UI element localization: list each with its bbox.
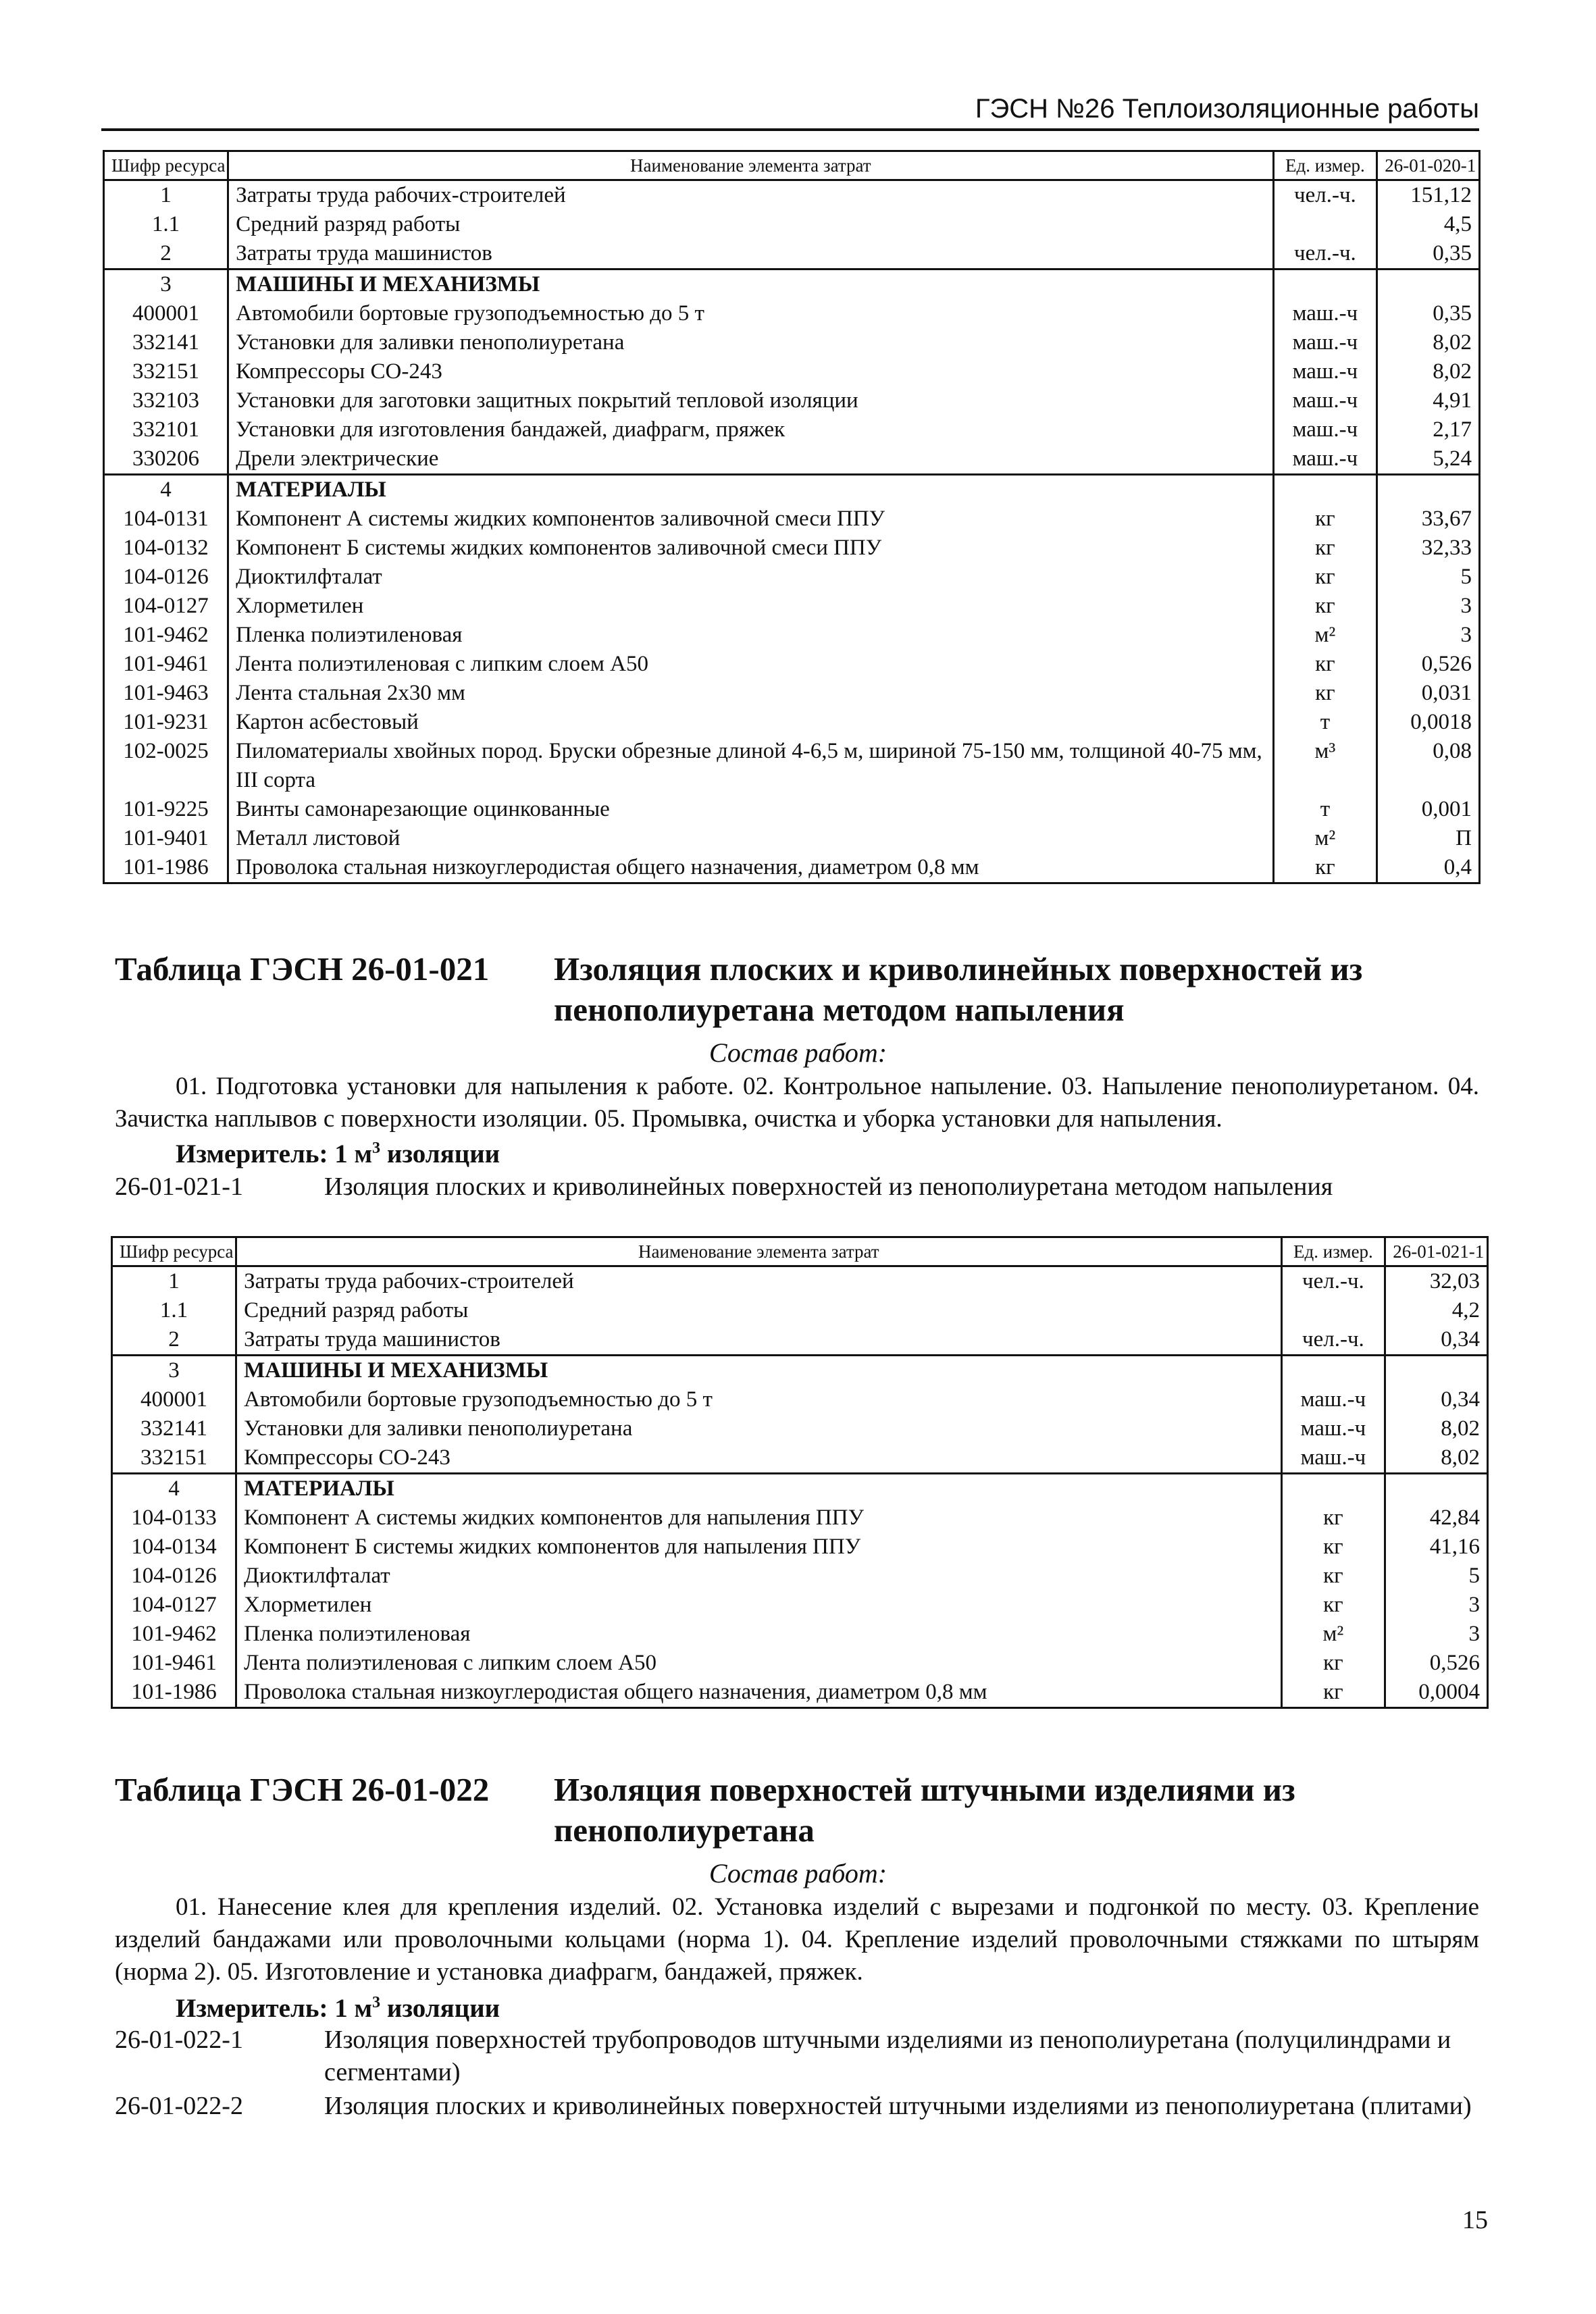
table-row: [112, 1620, 1488, 1649]
unit-cell: маш.-ч: [1273, 386, 1377, 415]
col-norm-header: 26-01-021-1: [1385, 1237, 1488, 1266]
code-cell: 1.1: [104, 210, 228, 239]
table-title: Изоляция поверхностей штучными изделиями из пенополиуретана: [554, 1771, 1295, 1849]
name-cell: Компрессоры СО-243: [228, 357, 1273, 386]
unit-cell: кг: [1281, 1649, 1385, 1678]
col-name-header: Наименование элемента затрат: [228, 151, 1273, 180]
name-cell: Компонент А системы жидких компонентов для напыления ППУ: [236, 1503, 1281, 1533]
code-cell: 104-0133: [112, 1503, 236, 1533]
table-row: [112, 1533, 1488, 1562]
composition-text: 01. Нанесение клея для крепления изделий. 02. Установка изделий с вырезами и подгонкой по месту. 03. Крепление изделий бандажами или проволочными кольцами (норма 1). 04. Крепление изделий проволочными стяжками по штырям (норма 2). 05. Изготовление и установка диафрагм, бандажей, пряжек.: [115, 1893, 1479, 1986]
table-label: Таблица ГЭСН 26-01-022: [115, 1771, 490, 1808]
composition-label: Состав работ:: [709, 1858, 887, 1888]
table-row: [112, 1591, 1488, 1620]
name-cell: Затраты труда машинистов: [236, 1325, 1281, 1356]
value-cell: 2,17: [1377, 415, 1480, 444]
unit-cell: кг: [1273, 650, 1377, 679]
code-cell: 104-0131: [104, 505, 228, 534]
table-row: [104, 210, 1480, 239]
code-cell: 101-1986: [112, 1678, 236, 1708]
value-cell: [1377, 475, 1480, 505]
code-cell: 104-0126: [104, 563, 228, 592]
code-cell: 102-0025: [104, 737, 228, 795]
name-cell: Проволока стальная низкоуглеродистая общего назначения, диаметром 0,8 мм: [236, 1678, 1281, 1708]
table-row: [112, 1443, 1488, 1474]
value-cell: 0,4: [1377, 853, 1480, 883]
value-cell: 0,34: [1385, 1325, 1488, 1356]
table-title: Изоляция плоских и криволинейных поверхностей из пенополиуретана методом напыления: [554, 950, 1363, 1028]
value-cell: 0,001: [1377, 795, 1480, 824]
page-number: 15: [1462, 2206, 1488, 2234]
name-cell: Лента полиэтиленовая с липким слоем А50: [236, 1649, 1281, 1678]
table-row: [104, 737, 1480, 795]
name-cell: Пиломатериалы хвойных пород. Бруски обрезные длиной 4-6,5 м, шириной 75-150 мм, толщиной 40-75 мм, III сорта: [228, 737, 1273, 795]
name-cell: Установки для изготовления бандажей, диафрагм, пряжек: [228, 415, 1273, 444]
table-row: [112, 1266, 1488, 1297]
unit-cell: маш.-ч: [1281, 1385, 1385, 1414]
name-cell: Металл листовой: [228, 824, 1273, 853]
unit-cell: кг: [1281, 1503, 1385, 1533]
unit-cell: кг: [1281, 1591, 1385, 1620]
name-cell: Компонент А системы жидких компонентов заливочной смеси ППУ: [228, 505, 1273, 534]
table-row: [112, 1503, 1488, 1533]
resource-table-020: [103, 150, 1481, 884]
composition-label: Состав работ:: [709, 1037, 887, 1068]
unit-cell: кг: [1281, 1678, 1385, 1708]
composition-text: 01. Подготовка установки для напыления к работе. 02. Контрольное напыление. 03. Напыление пенополиуретаном. 04. Зачистка наплывов с поверхности изоляции. 05. Промывка, очистка и уборка установки для напыления.: [115, 1073, 1479, 1133]
unit-cell: кг: [1273, 563, 1377, 592]
unit-cell: маш.-ч: [1273, 415, 1377, 444]
value-cell: 32,33: [1377, 534, 1480, 563]
unit-cell: чел.-ч.: [1281, 1266, 1385, 1297]
value-cell: 8,02: [1385, 1443, 1488, 1474]
table-row: [104, 475, 1480, 505]
unit-cell: м²: [1273, 824, 1377, 853]
value-cell: [1377, 269, 1480, 300]
unit-cell: маш.-ч: [1273, 328, 1377, 357]
unit-cell: м³: [1273, 737, 1377, 795]
name-cell: Лента полиэтиленовая с липким слоем А50: [228, 650, 1273, 679]
value-cell: 151,12: [1377, 180, 1480, 211]
norm-code: 26-01-022-2: [115, 2092, 243, 2120]
value-cell: 41,16: [1385, 1533, 1488, 1562]
name-cell: Установки для заготовки защитных покрытий тепловой изоляции: [228, 386, 1273, 415]
code-cell: 332103: [104, 386, 228, 415]
name-cell: МАШИНЫ И МЕХАНИЗМЫ: [236, 1356, 1281, 1386]
unit-cell: [1281, 1296, 1385, 1325]
code-cell: 101-9462: [112, 1620, 236, 1649]
code-cell: 104-0132: [104, 534, 228, 563]
name-cell: Картон асбестовый: [228, 708, 1273, 737]
code-cell: 4: [104, 475, 228, 505]
unit-cell: [1273, 269, 1377, 300]
code-cell: 101-9463: [104, 679, 228, 708]
table-header-row: [104, 151, 1480, 180]
value-cell: [1385, 1356, 1488, 1386]
unit-cell: кг: [1273, 534, 1377, 563]
col-unit-header: Ед. измер.: [1273, 151, 1377, 180]
meter: Измеритель: 1 $м^3$ изоляции: [176, 1993, 500, 2023]
unit-cell: чел.-ч.: [1273, 180, 1377, 211]
code-cell: 2: [112, 1325, 236, 1356]
name-cell: Затраты труда рабочих-строителей: [236, 1266, 1281, 1297]
name-cell: Пленка полиэтиленовая: [228, 621, 1273, 650]
code-cell: 400001: [112, 1385, 236, 1414]
name-cell: Компонент Б системы жидких компонентов заливочной смеси ППУ: [228, 534, 1273, 563]
unit-cell: чел.-ч.: [1281, 1325, 1385, 1356]
table-row: [104, 505, 1480, 534]
code-cell: 101-9462: [104, 621, 228, 650]
meter: Измеритель: 1 $м^3$ изоляции: [176, 1139, 500, 1168]
norm-code: 26-01-021-1: [115, 1173, 243, 1201]
name-cell: МАТЕРИАЛЫ: [228, 475, 1273, 505]
table-row: [104, 180, 1480, 211]
unit-cell: маш.-ч: [1273, 299, 1377, 328]
table-row: [104, 824, 1480, 853]
unit-cell: кг: [1273, 505, 1377, 534]
name-cell: Лента стальная 2х30 мм: [228, 679, 1273, 708]
name-cell: Средний разряд работы: [228, 210, 1273, 239]
name-cell: Компонент Б системы жидких компонентов для напыления ППУ: [236, 1533, 1281, 1562]
unit-cell: м²: [1281, 1620, 1385, 1649]
unit-cell: [1273, 475, 1377, 505]
table-row: [104, 269, 1480, 300]
code-cell: 3: [112, 1356, 236, 1386]
code-cell: 101-1986: [104, 853, 228, 883]
name-cell: МАТЕРИАЛЫ: [236, 1474, 1281, 1504]
name-cell: Автомобили бортовые грузоподъемностью до 5 т: [228, 299, 1273, 328]
table-row: [104, 621, 1480, 650]
table-row: [112, 1414, 1488, 1443]
code-cell: 332151: [104, 357, 228, 386]
unit-cell: кг: [1281, 1562, 1385, 1591]
table-row: [104, 328, 1480, 357]
name-cell: Установки для заливки пенополиуретана: [236, 1414, 1281, 1443]
table-row: [112, 1474, 1488, 1504]
unit-cell: т: [1273, 795, 1377, 824]
value-cell: 3: [1385, 1620, 1488, 1649]
table-row: [104, 239, 1480, 269]
code-cell: 104-0127: [112, 1591, 236, 1620]
table-row: [112, 1325, 1488, 1356]
name-cell: Хлорметилен: [228, 592, 1273, 621]
unit-cell: маш.-ч: [1273, 444, 1377, 475]
code-cell: 332141: [104, 328, 228, 357]
unit-cell: чел.-ч.: [1273, 239, 1377, 269]
value-cell: 0,031: [1377, 679, 1480, 708]
value-cell: 0,34: [1385, 1385, 1488, 1414]
table-row: [112, 1385, 1488, 1414]
value-cell: 5: [1377, 563, 1480, 592]
unit-cell: кг: [1273, 592, 1377, 621]
code-cell: 104-0126: [112, 1562, 236, 1591]
name-cell: Затраты труда машинистов: [228, 239, 1273, 269]
value-cell: 42,84: [1385, 1503, 1488, 1533]
value-cell: 4,2: [1385, 1296, 1488, 1325]
unit-cell: кг: [1273, 853, 1377, 883]
name-cell: МАШИНЫ И МЕХАНИЗМЫ: [228, 269, 1273, 300]
name-cell: Средний разряд работы: [236, 1296, 1281, 1325]
name-cell: Компрессоры СО-243: [236, 1443, 1281, 1474]
name-cell: Проволока стальная низкоуглеродистая общего назначения, диаметром 0,8 мм: [228, 853, 1273, 883]
value-cell: [1385, 1474, 1488, 1504]
code-cell: 1.1: [112, 1296, 236, 1325]
code-cell: 330206: [104, 444, 228, 475]
table-row: [112, 1678, 1488, 1708]
unit-cell: т: [1273, 708, 1377, 737]
table-row: [112, 1296, 1488, 1325]
norm-code: 26-01-022-1: [115, 2026, 243, 2054]
col-unit-header: Ед. измер.: [1281, 1237, 1385, 1266]
value-cell: 32,03: [1385, 1266, 1488, 1297]
col-name-header: Наименование элемента затрат: [236, 1237, 1281, 1266]
code-cell: 104-0127: [104, 592, 228, 621]
value-cell: 0,0004: [1385, 1678, 1488, 1708]
norm-description: Изоляция поверхностей трубопроводов штучными изделиями из пенополиуретана (полуцилиндрами и сегментами): [324, 2026, 1451, 2086]
table-row: [104, 853, 1480, 883]
name-cell: Пленка полиэтиленовая: [236, 1620, 1281, 1649]
table-row: [104, 534, 1480, 563]
value-cell: 0,08: [1377, 737, 1480, 795]
value-cell: 8,02: [1377, 357, 1480, 386]
code-cell: 1: [104, 180, 228, 211]
col-code-header: Шифр ресурса: [112, 1237, 236, 1266]
code-cell: 101-9231: [104, 708, 228, 737]
value-cell: 4,91: [1377, 386, 1480, 415]
name-cell: Дрели электрические: [228, 444, 1273, 475]
table-row: [104, 679, 1480, 708]
code-cell: 4: [112, 1474, 236, 1504]
code-cell: 101-9461: [112, 1649, 236, 1678]
name-cell: Хлорметилен: [236, 1591, 1281, 1620]
table-body: [104, 180, 1480, 883]
value-cell: 33,67: [1377, 505, 1480, 534]
unit-cell: [1281, 1356, 1385, 1386]
unit-cell: маш.-ч: [1273, 357, 1377, 386]
value-cell: 0,35: [1377, 239, 1480, 269]
resource-table-021: [111, 1236, 1489, 1709]
value-cell: 3: [1377, 621, 1480, 650]
code-cell: 1: [112, 1266, 236, 1297]
value-cell: 8,02: [1377, 328, 1480, 357]
table-label: Таблица ГЭСН 26-01-021: [115, 950, 490, 987]
code-cell: 3: [104, 269, 228, 300]
norm-description: Изоляция плоских и криволинейных поверхностей штучными изделиями из пенополиуретана (плитами): [324, 2092, 1472, 2120]
table-row: [104, 415, 1480, 444]
running-header: ГЭСН №26 Теплоизоляционные работы: [101, 93, 1479, 131]
code-cell: 332151: [112, 1443, 236, 1474]
name-cell: Диоктилфталат: [236, 1562, 1281, 1591]
name-cell: Винты самонарезающие оцинкованные: [228, 795, 1273, 824]
value-cell: 5,24: [1377, 444, 1480, 475]
name-cell: Затраты труда рабочих-строителей: [228, 180, 1273, 211]
table-row: [112, 1562, 1488, 1591]
value-cell: 4,5: [1377, 210, 1480, 239]
table-row: [104, 563, 1480, 592]
unit-cell: [1273, 210, 1377, 239]
value-cell: 8,02: [1385, 1414, 1488, 1443]
table-row: [104, 795, 1480, 824]
unit-cell: маш.-ч: [1281, 1443, 1385, 1474]
table-row: [104, 592, 1480, 621]
value-cell: 0,526: [1385, 1649, 1488, 1678]
code-cell: 104-0134: [112, 1533, 236, 1562]
code-cell: 101-9225: [104, 795, 228, 824]
table-row: [112, 1356, 1488, 1386]
name-cell: Автомобили бортовые грузоподъемностью до 5 т: [236, 1385, 1281, 1414]
value-cell: 0,0018: [1377, 708, 1480, 737]
unit-cell: м²: [1273, 621, 1377, 650]
code-cell: 400001: [104, 299, 228, 328]
value-cell: П: [1377, 824, 1480, 853]
table-body: [112, 1266, 1488, 1708]
table-row: [104, 386, 1480, 415]
unit-cell: кг: [1281, 1533, 1385, 1562]
table-row: [104, 444, 1480, 475]
unit-cell: кг: [1273, 679, 1377, 708]
code-cell: 332101: [104, 415, 228, 444]
unit-cell: [1281, 1474, 1385, 1504]
col-code-header: Шифр ресурса: [104, 151, 228, 180]
value-cell: 3: [1377, 592, 1480, 621]
table-row: [104, 708, 1480, 737]
name-cell: Установки для заливки пенополиуретана: [228, 328, 1273, 357]
code-cell: 101-9401: [104, 824, 228, 853]
table-row: [104, 357, 1480, 386]
name-cell: Диоктилфталат: [228, 563, 1273, 592]
col-norm-header: 26-01-020-1: [1377, 151, 1480, 180]
table-row: [104, 650, 1480, 679]
value-cell: 5: [1385, 1562, 1488, 1591]
table-header-row: [112, 1237, 1488, 1266]
table-row: [112, 1649, 1488, 1678]
value-cell: 3: [1385, 1591, 1488, 1620]
value-cell: 0,35: [1377, 299, 1480, 328]
value-cell: 0,526: [1377, 650, 1480, 679]
norm-description: Изоляция плоских и криволинейных поверхностей из пенополиуретана методом напыления: [324, 1173, 1333, 1201]
code-cell: 332141: [112, 1414, 236, 1443]
table-row: [104, 299, 1480, 328]
unit-cell: маш.-ч: [1281, 1414, 1385, 1443]
code-cell: 2: [104, 239, 228, 269]
code-cell: 101-9461: [104, 650, 228, 679]
